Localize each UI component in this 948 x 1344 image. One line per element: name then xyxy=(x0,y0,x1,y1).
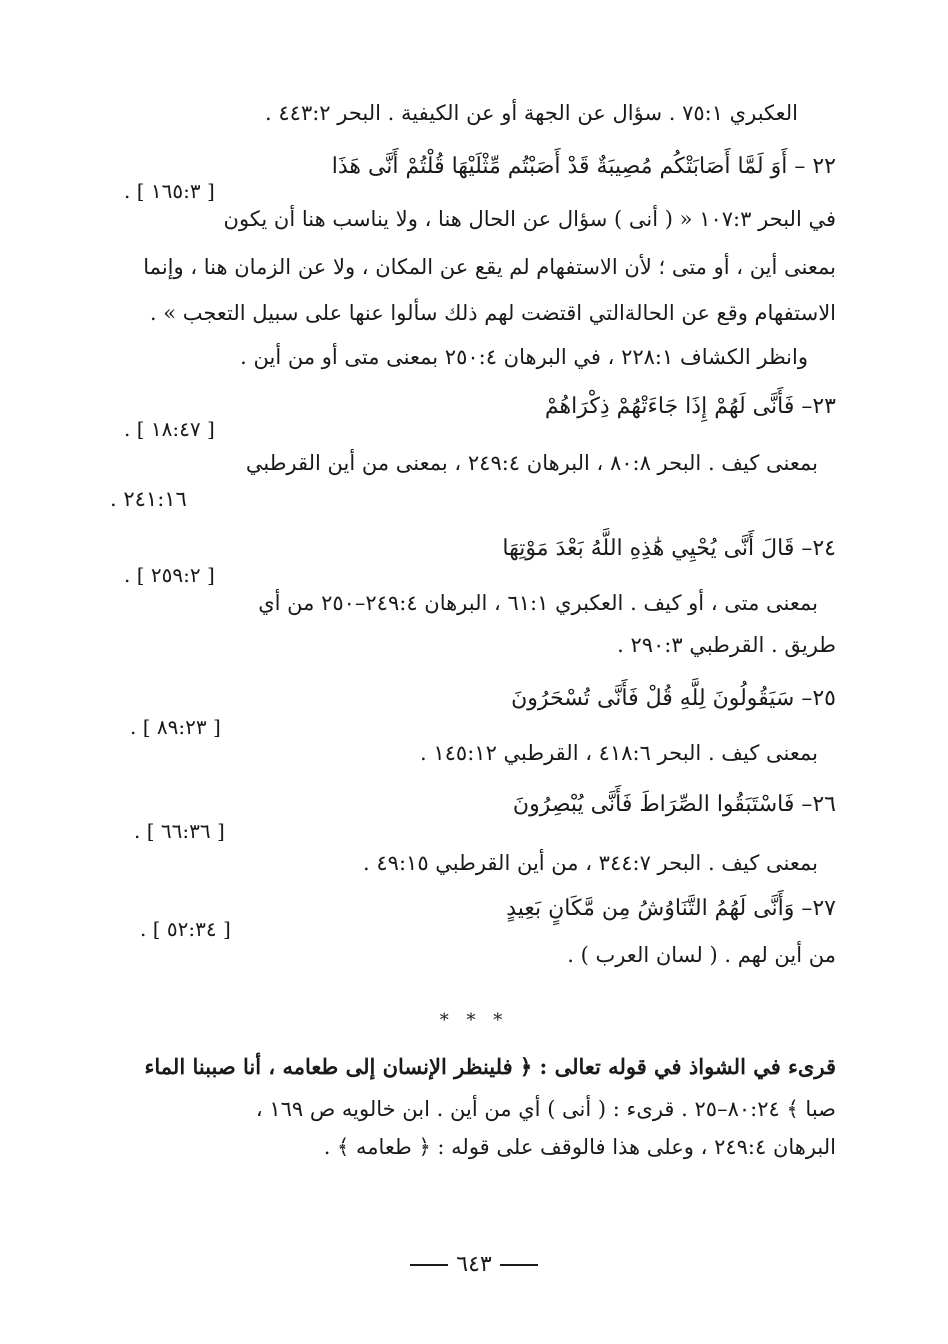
text-line: في البحر ١٠٧:٣ « ( أنى ) سؤال عن الحال هنا ، ولا يناسب هنا أن يكون xyxy=(223,207,836,231)
text-line: ٢٤١:١٦ . xyxy=(110,487,187,511)
text-line: طريق . القرطبي ٢٩٠:٣ . xyxy=(617,633,836,657)
verse-ref-27: [ ٥٢:٣٤ ] . xyxy=(140,917,231,941)
verse-line-24: ٢٤– قَالَ أَنَّى يُحْيِي هَٰذِهِ اللَّهُ بَعْدَ مَوْتِهَا xyxy=(502,536,836,561)
verse-ref-24: [ ٢٥٩:٢ ] . xyxy=(124,563,215,587)
text-line: بمعنى أين ، أو متى ؛ لأن الاستفهام لم يقع عن المكان ، ولا عن الزمان هنا ، وإنما xyxy=(143,255,836,279)
verse-line-22: ٢٢ – أَوَ لَمَّا أَصَابَتْكُم مُصِيبَةٌ قَدْ أَصَبْتُم مِّثْلَيْهَا قُلْتُمْ أَنَّى هَذَا xyxy=(331,154,836,179)
text-line: قرىء في الشواذ في قوله تعالى : ﴿ فلينظر الإنسان إلى طعامه ، أنا صببنا الماء xyxy=(144,1054,836,1079)
page-number-dash xyxy=(500,1264,538,1266)
page-number-value: ٦٤٣ xyxy=(456,1252,492,1277)
text-line: الاستفهام وقع عن الحالةالتي اقتضت لهم ذلك سألوا عنها على سبيل التعجب » . xyxy=(149,301,836,325)
verse-ref-23: [ ١٨:٤٧ ] . xyxy=(124,417,215,441)
text-line: بمعنى متى ، أو كيف . العكبري ٦١:١ ، البرهان ٢٤٩:٤–٢٥٠ من أي xyxy=(258,591,818,615)
text-line: البرهان ٢٤٩:٤ ، وعلى هذا فالوقف على قوله : ﴿ طعامه ﴾ . xyxy=(323,1135,836,1159)
section-separator: * * * xyxy=(439,1010,509,1031)
verse-line-27: ٢٧– وَأَنَّى لَهُمُ التَّنَاوُشُ مِن مَّكَانٍ بَعِيدٍ xyxy=(506,896,836,921)
text-line: العكبري ٧٥:١ . سؤال عن الجهة أو عن الكيفية . البحر ٤٤٣:٢ . xyxy=(265,101,798,125)
text-line: وانظر الكشاف ٢٢٨:١ ، في البرهان ٢٥٠:٤ بمعنى متى أو من أين . xyxy=(240,345,808,369)
verse-line-25: ٢٥– سَيَقُولُونَ لِلَّهِ قُلْ فَأَنَّى تُسْحَرُونَ xyxy=(511,686,836,711)
text-line: بمعنى كيف . البحر ٨٠:٨ ، البرهان ٢٤٩:٤ ، بمعنى من أين القرطبي xyxy=(245,451,818,475)
verse-ref-26: [ ٦٦:٣٦ ] . xyxy=(134,819,225,843)
page-number-dash xyxy=(410,1264,448,1266)
text-line: من أين لهم . ( لسان العرب ) . xyxy=(567,943,836,967)
text-line: بمعنى كيف . البحر ٣٤٤:٧ ، من أين القرطبي ٤٩:١٥ . xyxy=(363,851,818,875)
verse-line-23: ٢٣– فَأَنَّى لَهُمْ إِذَا جَاءَتْهُمْ ذِكْرَاهُمْ xyxy=(544,394,836,419)
page-number xyxy=(0,1252,948,1277)
verse-ref-22: [ ١٦٥:٣ ] . xyxy=(124,179,215,203)
verse-line-26: ٢٦– فَاسْتَبَقُوا الصِّرَاطَ فَأَنَّى يُبْصِرُونَ xyxy=(512,792,836,817)
text-line: بمعنى كيف . البحر ٤١٨:٦ ، القرطبي ١٤٥:١٢ . xyxy=(420,741,818,765)
verse-ref-25: [ ٨٩:٢٣ ] . xyxy=(130,715,221,739)
text-line: صبا ﴾ ٨٠:٢٤–٢٥ . قرىء : ( أنى ) أي من أين . ابن خالويه ص ١٦٩ ، xyxy=(255,1097,836,1121)
